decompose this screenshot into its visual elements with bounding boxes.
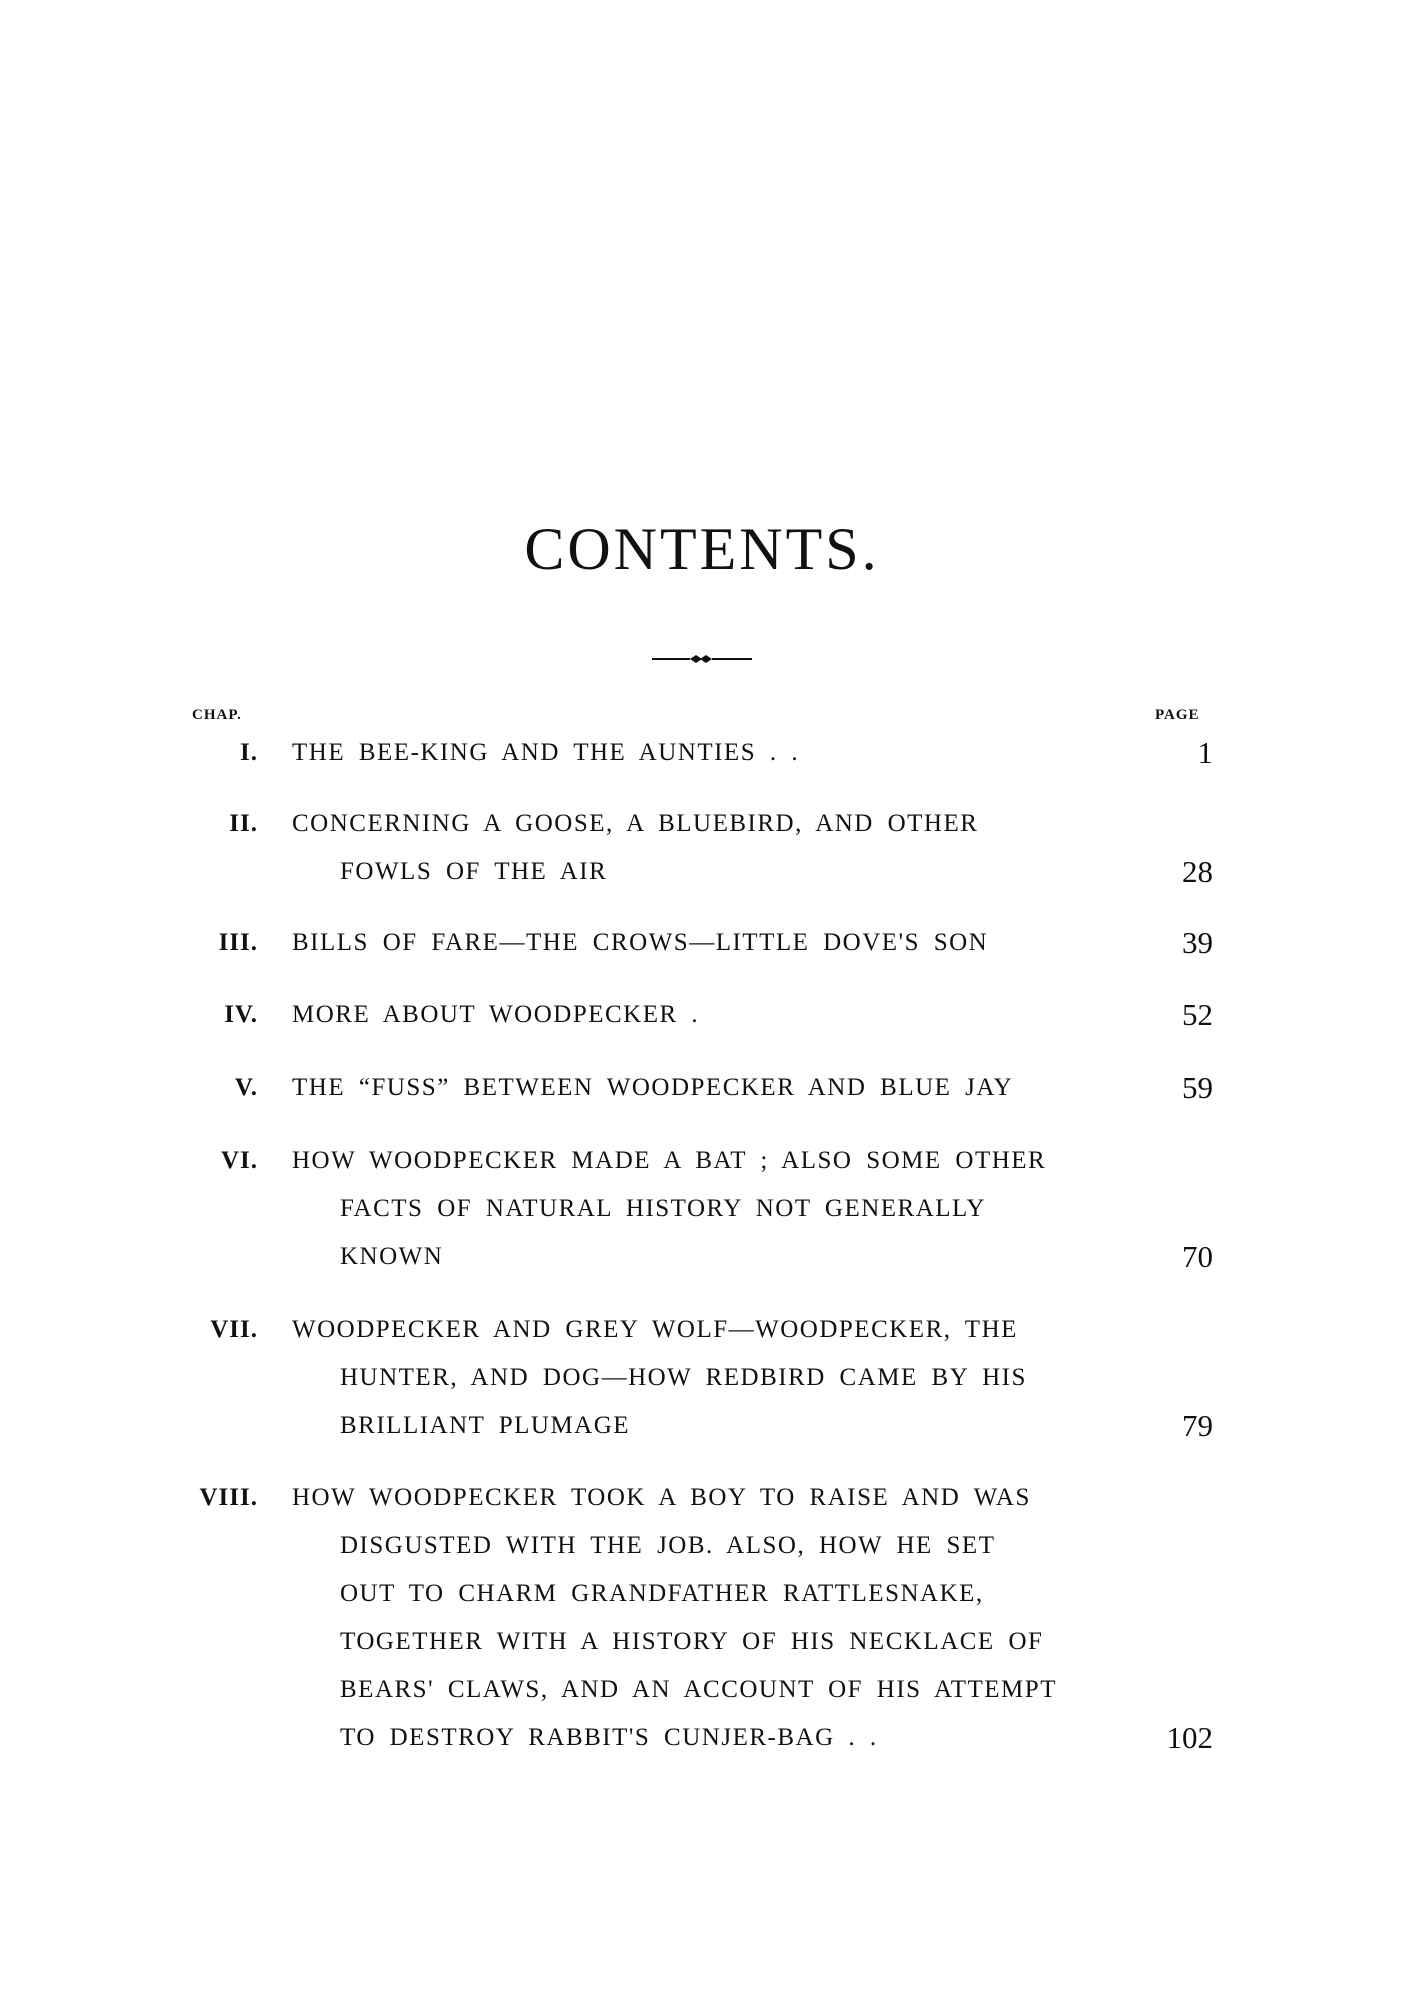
page-column-header: PAGE — [1155, 707, 1200, 723]
chapter-number: I. — [240, 739, 258, 766]
page-number: 39 — [1182, 925, 1213, 960]
chapter-title — [292, 1306, 1118, 1450]
chapter-number: IV. — [224, 1001, 258, 1028]
chapter-title-line: TO DESTROY RABBIT'S CUNJER-BAG . . — [340, 1724, 878, 1751]
chapter-title-line: WOODPECKER AND GREY WOLF—WOODPECKER, THE — [292, 1316, 1018, 1343]
chapter-title — [292, 729, 1118, 777]
chapter-title-line: BEARS' CLAWS, AND AN ACCOUNT OF HIS ATTEMPT — [340, 1676, 1057, 1703]
chapter-title-line: CONCERNING A GOOSE, A BLUEBIRD, AND OTHER — [292, 810, 979, 837]
page-number: 52 — [1182, 997, 1213, 1032]
chapter-title-line: TOGETHER WITH A HISTORY OF HIS NECKLACE OF — [340, 1628, 1044, 1655]
chapter-number: II. — [229, 810, 258, 837]
chapter-title-line: BILLS OF FARE—THE CROWS—LITTLE DOVE'S SON — [292, 929, 989, 956]
chapter-title — [292, 1137, 1118, 1281]
chapter-title — [292, 1064, 1118, 1112]
page-number: 102 — [1166, 1720, 1213, 1755]
page-number: 59 — [1182, 1070, 1213, 1105]
chapter-title-line: FOWLS OF THE AIR — [340, 858, 608, 885]
chapter-title-line: FACTS OF NATURAL HISTORY NOT GENERALLY — [340, 1195, 986, 1222]
page-number: 79 — [1182, 1408, 1213, 1443]
chapter-title-line: KNOWN — [340, 1243, 444, 1270]
chapter-title-line: OUT TO CHARM GRANDFATHER RATTLESNAKE, — [340, 1580, 984, 1607]
chapter-title-line: HUNTER, AND DOG—HOW REDBIRD CAME BY HIS — [340, 1364, 1027, 1391]
chapter-column-header: CHAP. — [192, 707, 242, 723]
chapter-title-line: THE “FUSS” BETWEEN WOODPECKER AND BLUE JAY — [292, 1074, 1014, 1101]
chapter-number: V. — [234, 1074, 258, 1101]
chapter-title-line: BRILLIANT PLUMAGE — [340, 1412, 631, 1439]
page-number: 28 — [1182, 854, 1213, 889]
chapter-number: VI. — [220, 1147, 258, 1174]
chapter-title-line: HOW WOODPECKER TOOK A BOY TO RAISE AND WAS — [292, 1484, 1031, 1511]
chapter-number: VII. — [210, 1316, 258, 1343]
page-number: 1 — [1197, 735, 1213, 770]
chapter-title-line: DISGUSTED WITH THE JOB. ALSO, HOW HE SET — [340, 1532, 996, 1559]
page-number: 70 — [1182, 1239, 1213, 1274]
chapter-number: III. — [218, 929, 258, 956]
chapter-title-line: MORE ABOUT WOODPECKER . — [292, 1001, 700, 1028]
chapter-title — [292, 919, 1118, 967]
chapter-title-line: HOW WOODPECKER MADE A BAT ; ALSO SOME OTHER — [292, 1147, 1047, 1174]
chapter-title-line: THE BEE-KING AND THE AUNTIES . . — [292, 739, 800, 766]
page-title: CONTENTS. — [524, 516, 880, 582]
chapter-title — [292, 991, 1118, 1039]
chapter-title — [292, 1474, 1118, 1762]
divider-ornament — [652, 650, 752, 668]
chapter-title — [292, 800, 1118, 896]
chapter-number: VIII. — [199, 1484, 258, 1511]
